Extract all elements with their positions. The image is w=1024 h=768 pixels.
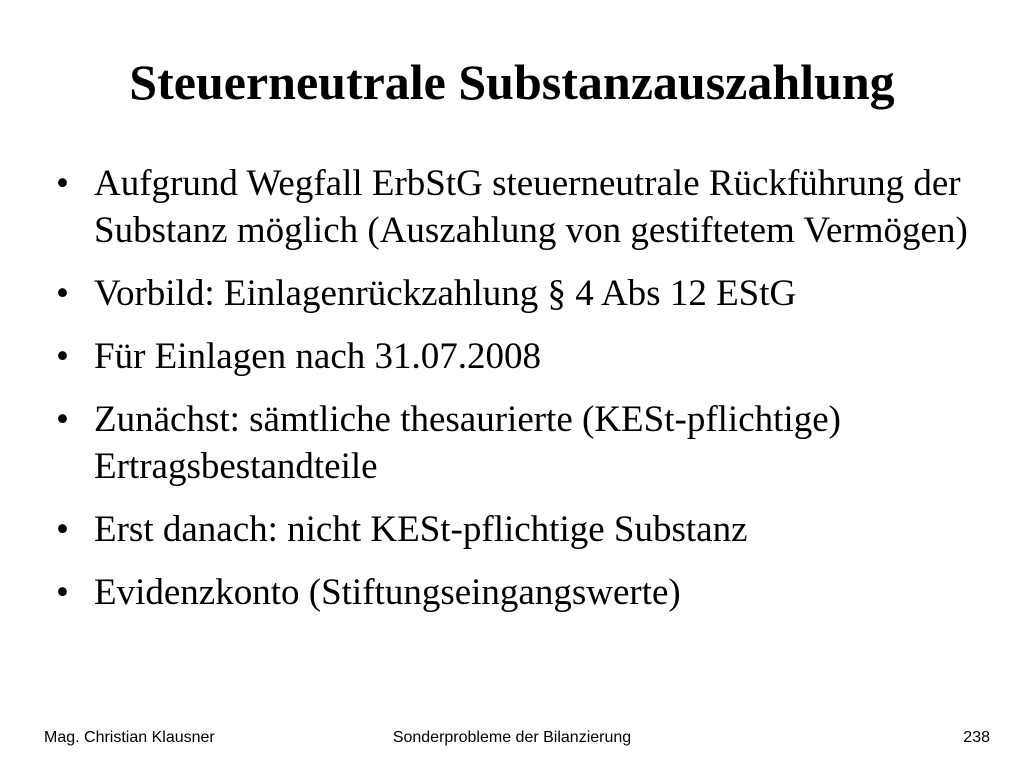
bullet-item <box>56 569 976 616</box>
bullet-item <box>56 333 976 380</box>
bullet-marker: • <box>56 163 69 204</box>
bullet-text: Aufgrund Wegfall ErbStG steuerneutrale Rückführung der Substanz möglich (Auszahlung von gestiftetem Vermögen) <box>94 163 968 251</box>
bullet-item <box>56 396 976 490</box>
footer-author: Mag. Christian Klausner <box>44 729 215 746</box>
bullet-text: Für Einlagen nach 31.07.2008 <box>94 336 541 377</box>
bullet-marker: • <box>56 336 69 377</box>
footer-topic: Sonderprobleme der Bilanzierung <box>392 729 632 746</box>
bullet-item <box>56 270 976 317</box>
bullet-item <box>56 160 976 254</box>
bullet-marker: • <box>56 572 69 613</box>
slide-title: Steuerneutrale Substanzauszahlung <box>129 54 895 110</box>
bullet-marker: • <box>56 399 69 440</box>
bullet-text: Evidenzkonto (Stiftungseingangswerte) <box>94 572 681 613</box>
bullet-item <box>56 506 976 553</box>
bullet-text: Erst danach: nicht KESt-pflichtige Substanz <box>94 509 748 550</box>
bullet-marker: • <box>56 509 69 550</box>
bullet-text: Vorbild: Einlagenrückzahlung § 4 Abs 12 EStG <box>94 273 797 314</box>
footer-page-number: 238 <box>963 729 990 746</box>
bullet-text: Zunächst: sämtliche thesaurierte (KESt-pflichtige) Ertragsbestandteile <box>94 399 841 487</box>
bullet-marker: • <box>56 273 69 314</box>
bullet-list <box>56 160 976 632</box>
